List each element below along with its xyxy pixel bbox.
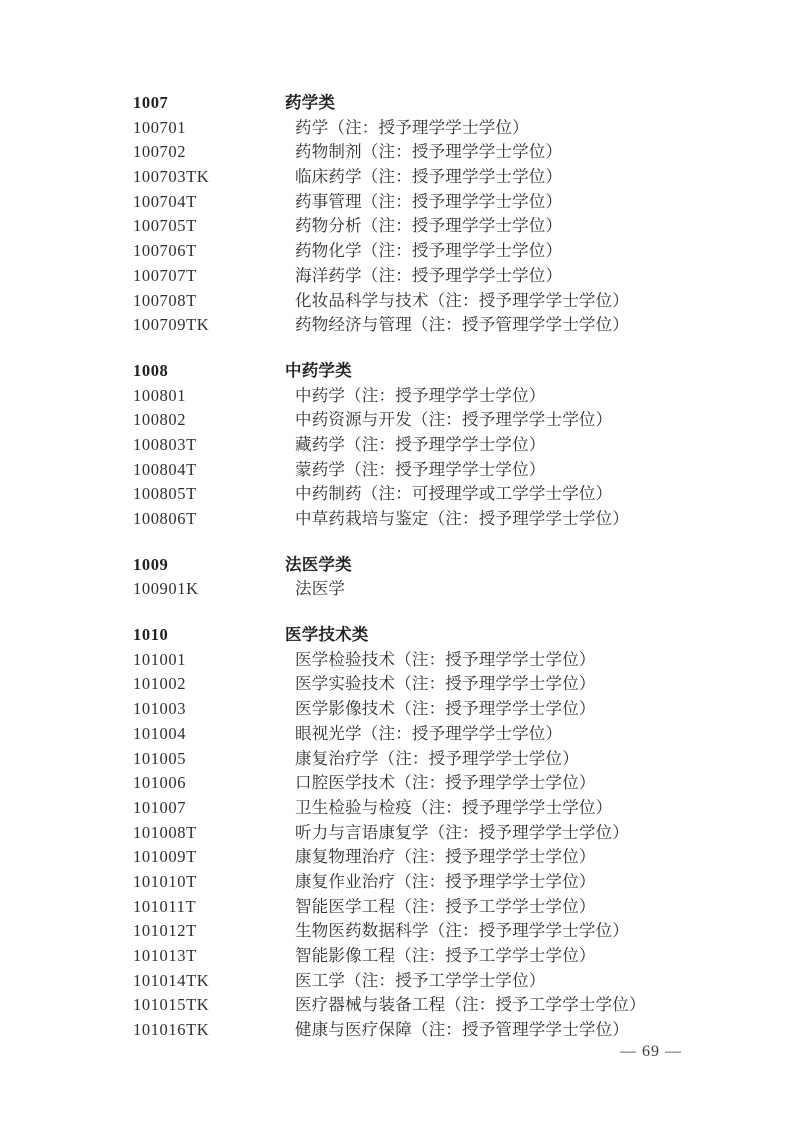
major-row	[133, 190, 770, 215]
major-row	[133, 747, 770, 772]
major-name: 智能影像工程（注：授予工学学士学位）	[295, 946, 596, 965]
major-code: 100708T	[133, 290, 197, 310]
major-name: 药事管理（注：授予理学学士学位）	[295, 191, 563, 211]
major-catalog	[133, 91, 770, 1043]
major-name: 医疗器械与装备工程（注：授予工学学士学位）	[295, 995, 646, 1015]
major-code: 101010T	[133, 871, 197, 891]
major-name: 医学实验技术（注：授予理学学士学位）	[295, 674, 596, 694]
major-code: 101012T	[133, 921, 197, 941]
major-row	[133, 458, 770, 483]
major-code: 101001	[133, 649, 187, 669]
major-name: 药物化学（注：授予理学学士学位）	[295, 241, 563, 261]
major-code: 101002	[133, 674, 187, 694]
category-code: 1009	[133, 554, 169, 574]
major-row	[133, 165, 770, 190]
major-row	[133, 264, 770, 289]
major-name: 药物分析（注：授予理学学士学位）	[295, 216, 563, 236]
major-code: 101006	[133, 773, 187, 793]
major-code: 100703TK	[133, 167, 210, 187]
major-row	[133, 1018, 770, 1043]
category-section	[133, 359, 770, 532]
major-code: 100801	[133, 385, 187, 405]
category-name: 中药学类	[285, 360, 352, 380]
category-heading-row	[133, 623, 770, 648]
major-row	[133, 722, 770, 747]
major-name: 药物经济与管理（注：授予管理学学士学位）	[295, 315, 629, 335]
major-code: 101003	[133, 699, 187, 719]
major-row	[133, 845, 770, 870]
major-row	[133, 944, 770, 969]
major-code: 100706T	[133, 241, 197, 261]
category-name: 医学技术类	[285, 625, 369, 645]
major-row	[133, 214, 770, 239]
major-code: 100802	[133, 410, 187, 430]
major-code: 100704T	[133, 191, 197, 211]
major-code: 101015TK	[133, 995, 210, 1015]
major-code: 101005	[133, 748, 187, 768]
major-row	[133, 870, 770, 895]
major-name: 康复作业治疗（注：授予理学学士学位）	[295, 871, 596, 891]
major-name: 健康与医疗保障（注：授予管理学学士学位）	[295, 1020, 629, 1040]
major-code: 100804T	[133, 459, 197, 479]
major-name: 生物医药数据科学（注：授予理学学士学位）	[295, 921, 629, 941]
major-name: 眼视光学（注：授予理学学士学位）	[295, 723, 563, 743]
major-code: 100702	[133, 142, 187, 162]
major-code: 100705T	[133, 216, 197, 236]
page-number: — 69 —	[620, 1043, 682, 1060]
major-row	[133, 969, 770, 994]
major-name: 药学（注：授予理学学士学位）	[295, 117, 529, 137]
major-code: 101004	[133, 723, 187, 743]
major-code: 101016TK	[133, 1020, 210, 1040]
major-code: 100701	[133, 117, 187, 137]
major-row	[133, 140, 770, 165]
major-name: 医学影像技术（注：授予理学学士学位）	[295, 699, 596, 719]
major-name: 海洋药学（注：授予理学学士学位）	[295, 265, 563, 285]
major-code: 101011T	[133, 896, 197, 916]
major-row	[133, 672, 770, 697]
major-code: 101008T	[133, 822, 197, 842]
category-section	[133, 91, 770, 338]
major-name: 医工学（注：授予工学学士学位）	[295, 970, 546, 990]
major-row	[133, 384, 770, 409]
major-code: 101007	[133, 797, 187, 817]
major-name: 化妆品科学与技术（注：授予理学学士学位）	[295, 290, 629, 310]
major-code: 100803T	[133, 434, 197, 454]
major-row	[133, 821, 770, 846]
major-name: 中药资源与开发（注：授予理学学士学位）	[295, 410, 613, 430]
major-row	[133, 507, 770, 532]
major-name: 中草药栽培与鉴定（注：授予理学学士学位）	[295, 509, 629, 528]
category-heading-row	[133, 359, 770, 384]
major-row	[133, 697, 770, 722]
major-name: 卫生检验与检疫（注：授予理学学士学位）	[295, 797, 613, 817]
category-heading-row	[133, 553, 770, 578]
major-name: 口腔医学技术（注：授予理学学士学位）	[295, 773, 596, 793]
major-code: 101014TK	[133, 970, 210, 990]
category-name: 药学类	[285, 93, 336, 112]
category-code: 1010	[133, 625, 169, 645]
major-row	[133, 116, 770, 141]
major-code: 101009T	[133, 847, 197, 867]
major-code: 100805T	[133, 484, 197, 504]
major-row	[133, 648, 770, 673]
major-row	[133, 993, 770, 1018]
major-code: 100707T	[133, 265, 197, 285]
category-name: 法医学类	[285, 554, 352, 574]
major-name: 中药学（注：授予理学学士学位）	[295, 385, 546, 405]
major-name: 药物制剂（注：授予理学学士学位）	[295, 142, 563, 162]
major-row	[133, 895, 770, 920]
category-heading-row	[133, 91, 770, 116]
category-code: 1008	[133, 360, 169, 380]
major-name: 法医学	[295, 579, 346, 599]
major-name: 康复物理治疗（注：授予理学学士学位）	[295, 847, 596, 867]
major-row	[133, 577, 770, 602]
major-row	[133, 313, 770, 338]
major-code: 100901K	[133, 579, 199, 599]
category-code: 1007	[133, 93, 169, 112]
major-row	[133, 919, 770, 944]
major-name: 蒙药学（注：授予理学学士学位）	[295, 459, 546, 479]
category-section	[133, 623, 770, 1043]
major-row	[133, 796, 770, 821]
major-name: 智能医学工程（注：授予工学学士学位）	[295, 896, 596, 916]
major-name: 医学检验技术（注：授予理学学士学位）	[295, 649, 596, 669]
major-code: 100709TK	[133, 315, 210, 335]
major-row	[133, 408, 770, 433]
category-section	[133, 553, 770, 602]
major-name: 康复治疗学（注：授予理学学士学位）	[295, 748, 579, 768]
major-row	[133, 433, 770, 458]
major-row	[133, 771, 770, 796]
major-code: 100806T	[133, 509, 197, 528]
major-name: 中药制药（注：可授理学或工学学士学位）	[295, 484, 613, 504]
major-row	[133, 239, 770, 264]
major-name: 临床药学（注：授予理学学士学位）	[295, 167, 563, 187]
major-row	[133, 289, 770, 314]
major-name: 听力与言语康复学（注：授予理学学士学位）	[295, 822, 629, 842]
major-name: 藏药学（注：授予理学学士学位）	[295, 434, 546, 454]
major-row	[133, 482, 770, 507]
page-footer	[620, 1042, 682, 1062]
major-code: 101013T	[133, 946, 197, 965]
